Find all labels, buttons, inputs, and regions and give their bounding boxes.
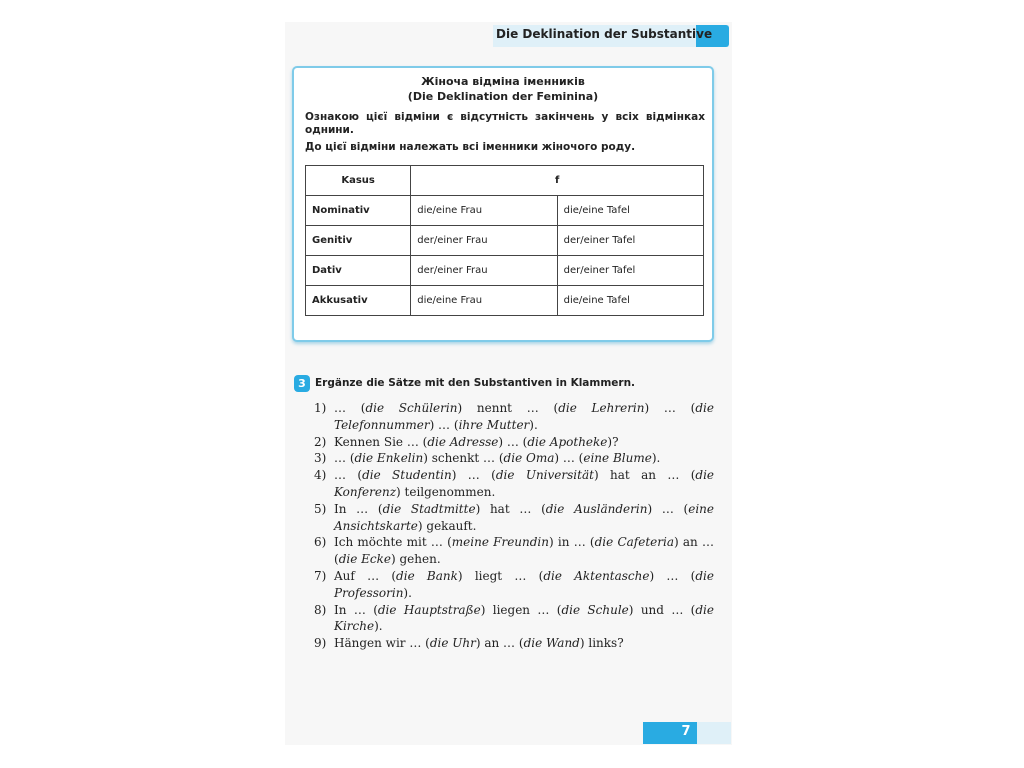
item-number: 1) (314, 401, 327, 415)
grammar-rule-text-2: До цієї відміни належать всі іменники жіночого роду. (305, 141, 636, 153)
value-cell: der/einer Frau (411, 226, 557, 256)
item-number: 9) (314, 636, 327, 651)
list-item (314, 568, 714, 602)
page-number: 7 (681, 724, 691, 739)
item-number: 4) (314, 468, 327, 483)
value-cell: der/einer Tafel (557, 226, 703, 256)
item-text: Hängen wir … (die Uhr) an … (die Wand) links? (334, 636, 624, 651)
header-gender: f (411, 166, 704, 196)
list-item (314, 400, 714, 434)
table-header-row (306, 166, 704, 196)
grammar-title-uk: Жіноча відміна іменників (421, 75, 585, 88)
item-number: 5) (314, 501, 327, 516)
page-title: Die Deklination der Substantive (496, 27, 713, 41)
header-kasus: Kasus (306, 166, 411, 196)
exercise-title: Ergänze die Sätze mit den Substantiven in Klammern. (315, 377, 636, 389)
item-number: 8) (314, 602, 327, 617)
item-text: … (die Schülerin) nennt … (die Lehrerin) … (die Telefonnummer) … (ihre Mutter). (334, 401, 714, 432)
table-row (306, 226, 704, 256)
exercise-number-badge: 3 (294, 375, 310, 392)
value-cell: die/eine Frau (411, 286, 557, 316)
value-cell: die/eine Frau (411, 196, 557, 226)
list-item (314, 467, 714, 501)
case-cell: Dativ (306, 256, 411, 286)
value-cell: die/eine Tafel (557, 196, 703, 226)
table-row (306, 196, 704, 226)
grammar-box (292, 66, 714, 342)
grammar-title-de: (Die Deklination der Feminina) (407, 90, 599, 103)
list-item (314, 501, 714, 535)
list-item (314, 602, 714, 636)
item-number: 7) (314, 568, 327, 583)
value-cell: die/eine Tafel (557, 286, 703, 316)
item-number: 6) (314, 535, 327, 550)
item-text: Ich möchte mit … (meine Freundin) in … (die Cafeteria) an … (die Ecke) gehen. (334, 535, 714, 567)
item-text: … (die Studentin) … (die Universität) hat an … (die Konferenz) teilgenommen. (334, 468, 715, 499)
case-cell: Akkusativ (306, 286, 411, 316)
exercise-list (314, 400, 714, 652)
item-text: … (die Enkelin) schenkt … (die Oma) … (eine Blume). (334, 451, 661, 466)
item-text: Auf … (die Bank) liegt … (die Aktentasche) … (die Professorin). (334, 568, 714, 600)
list-item (314, 635, 714, 652)
list-item (314, 434, 714, 451)
declension-table (305, 165, 704, 316)
value-cell: der/einer Tafel (557, 256, 703, 286)
item-number: 3) (314, 451, 327, 466)
table-row (306, 256, 704, 286)
item-text: In … (die Stadtmitte) hat … (die Ausländerin) … (eine Ansichtskarte) gekauft. (334, 501, 714, 533)
list-item (314, 534, 714, 568)
item-text: In … (die Hauptstraße) liegen … (die Schule) und … (die Kirche). (334, 602, 714, 634)
item-number: 2) (314, 434, 327, 449)
list-item (314, 450, 714, 467)
table-row (306, 286, 704, 316)
case-cell: Nominativ (306, 196, 411, 226)
item-text: Kennen Sie … (die Adresse) … (die Apotheke)? (334, 434, 619, 449)
case-cell: Genitiv (306, 226, 411, 256)
grammar-rule-text: Ознакою цієї відміни є відсутність закінчень у всіх відмінках однини. (305, 111, 705, 136)
value-cell: der/einer Frau (411, 256, 557, 286)
